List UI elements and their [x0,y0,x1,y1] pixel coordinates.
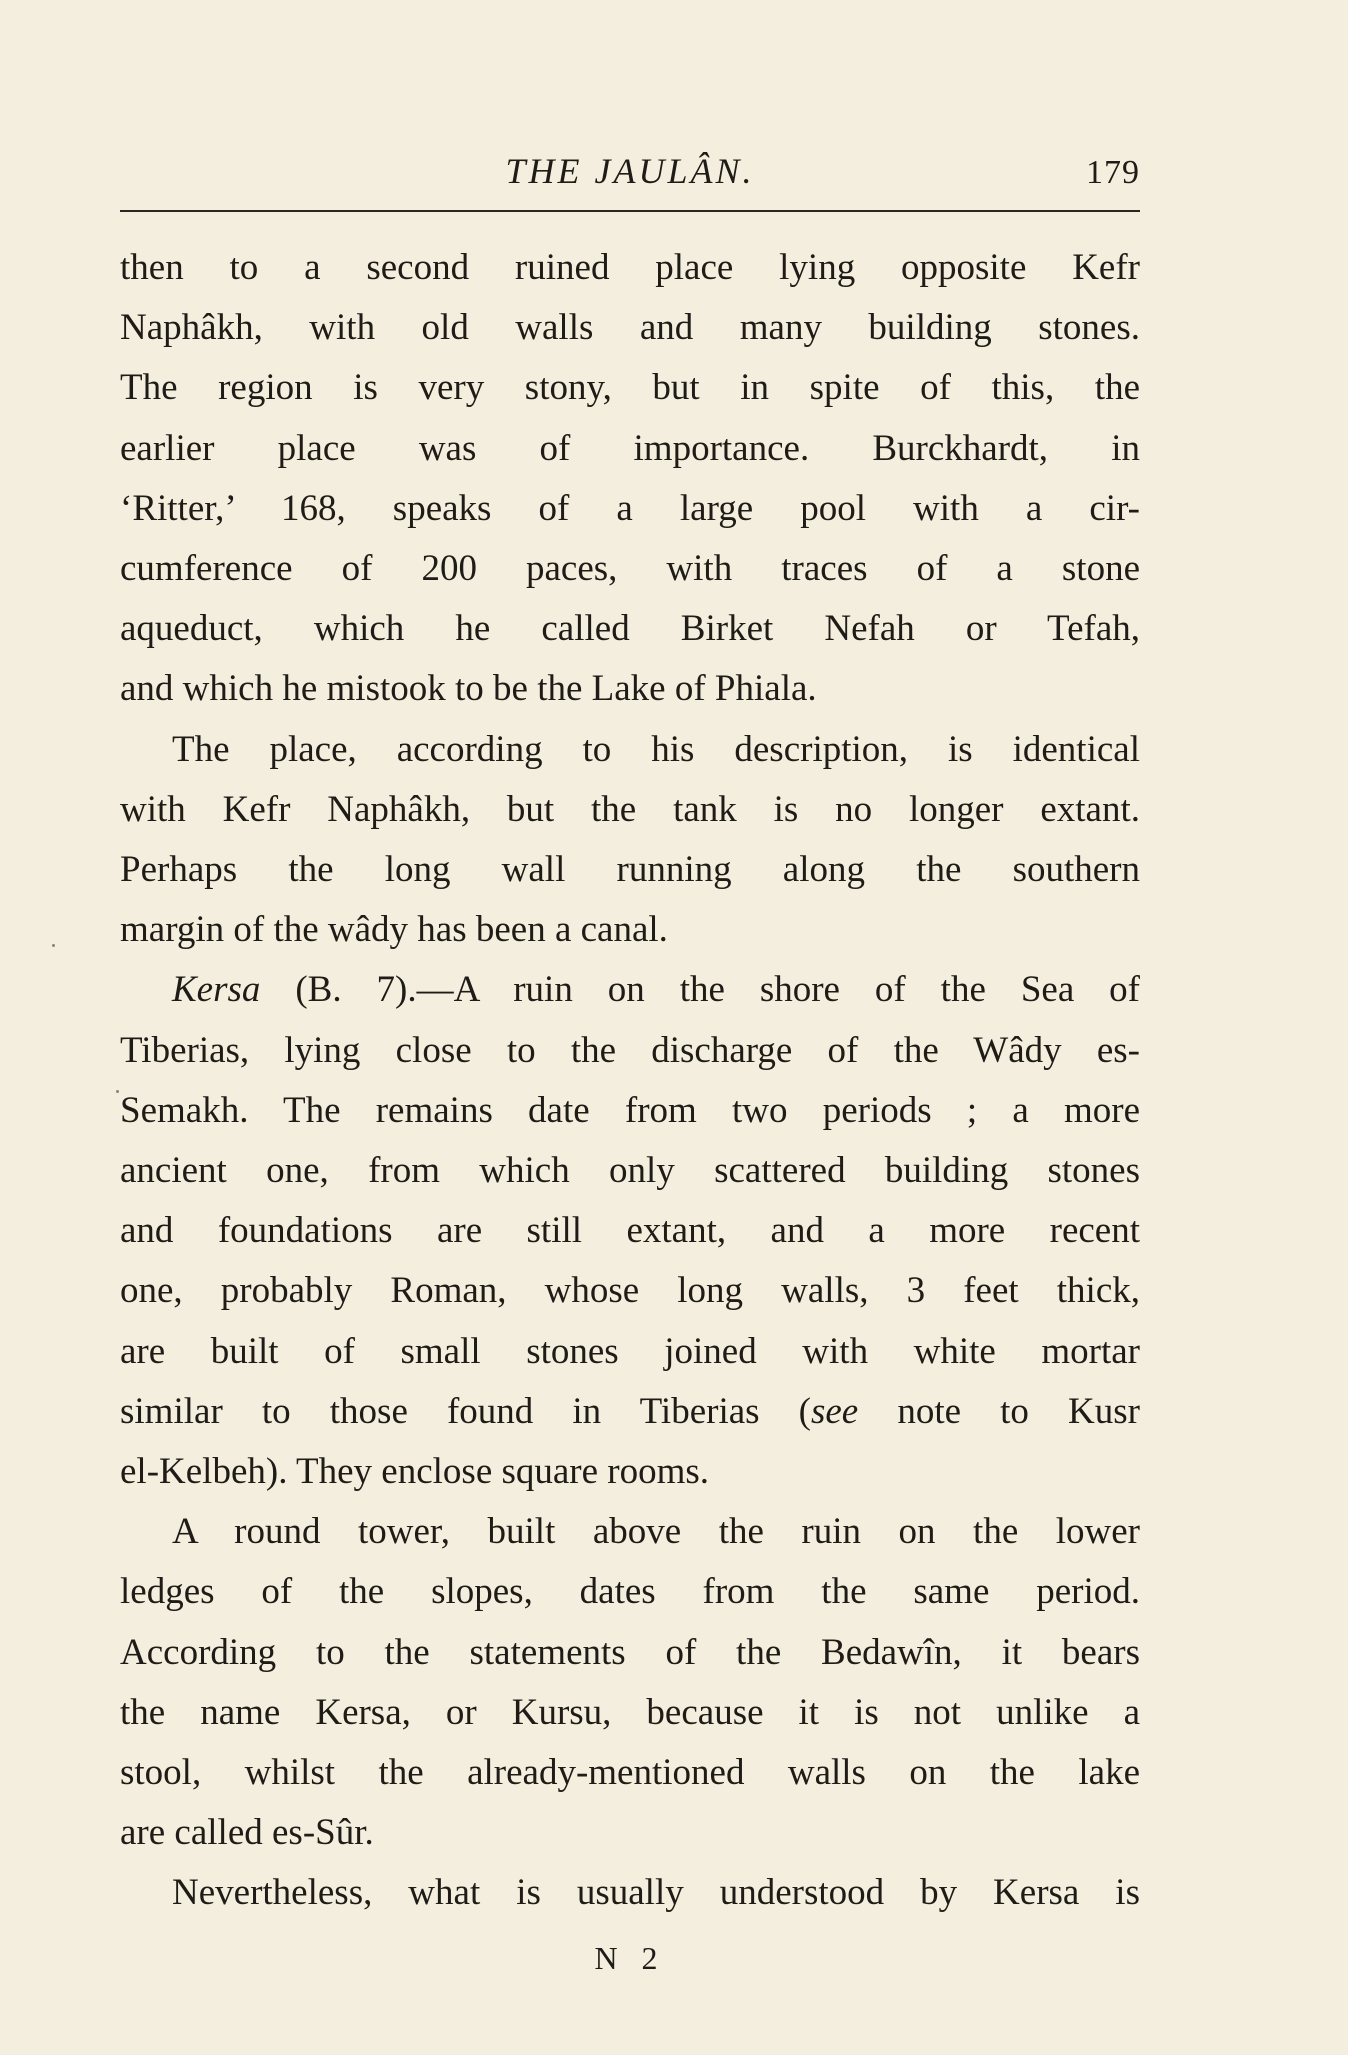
text-fragment: similar to those found in Tiberias ( [120,1390,811,1432]
text-line: Nevertheless, what is usually understood by Kersa is [172,1872,1140,1914]
text-line [120,960,1140,1020]
text-line: According to the statements of the Bedawîn, it bears [120,1631,1140,1673]
text-line: el-Kelbeh). They enclose square rooms. [120,1451,710,1493]
text-line: Naphâkh, with old walls and many building stones. [120,307,1140,349]
signature-mark: N 2 [594,1940,666,1976]
paper-speck [52,944,55,947]
entry-text: (B. 7).—A ruin on the shore of the Sea of [295,969,1140,1011]
text-line: The place, according to his description, is identical [172,728,1140,770]
running-head [120,140,1140,210]
text-line: then to a second ruined place lying opposite Kefr [120,247,1140,288]
paragraph-5 [120,1863,1140,1923]
body-text [120,238,1140,1924]
text-line: are called es-Sûr. [120,1812,374,1854]
text-fragment: note to Kusr [858,1390,1140,1432]
text-line: ancient one, from which only scattered building stones [120,1150,1140,1192]
text-line: one, probably Roman, whose long walls, 3 feet thick, [120,1270,1140,1312]
entry-term-kersa: Kersa [172,969,261,1011]
text-line: earlier place was of importance. Burckhardt, in [120,427,1140,469]
text-line: stool, whilst the already-mentioned walls on the lake [120,1752,1140,1794]
text-line: ‘Ritter,’ 168, speaks of a large pool with a cir- [120,487,1140,529]
paragraph-4 [120,1502,1140,1863]
running-title: THE JAULÂN. [505,151,755,191]
paragraph-1 [120,238,1140,720]
text-line: Perhaps the long wall running along the southern [120,849,1140,891]
text-line: and foundations are still extant, and a more recent [120,1210,1140,1252]
italic-see: see [810,1390,859,1432]
paragraph-2 [120,720,1140,961]
page-number: 179 [1086,154,1140,191]
text-line: with Kefr Naphâkh, but the tank is no longer extant. [120,788,1140,830]
text-line: Tiberias, lying close to the discharge of the Wâdy es- [120,1029,1140,1071]
text-line: aqueduct, which he called Birket Nefah or Tefah, [120,608,1140,650]
paper-speck [116,1090,119,1093]
text-line: ledges of the slopes, dates from the same period. [120,1571,1140,1613]
text-line: cumference of 200 paces, with traces of a stone [120,548,1140,590]
book-page [120,140,1140,1976]
header-rule [120,210,1140,212]
text-line: and which he mistook to be the Lake of Phiala. [120,668,817,710]
text-line: margin of the wâdy has been a canal. [120,909,668,951]
paragraph-3 [120,960,1140,1502]
text-line: are built of small stones joined with white mortar [120,1330,1140,1372]
text-line: The region is very stony, but in spite of this, the [120,367,1140,409]
text-line [120,1382,1140,1442]
text-line: Semakh. The remains date from two periods ; a more [120,1089,1140,1131]
text-line: A round tower, built above the ruin on the lower [172,1511,1140,1553]
text-line: the name Kersa, or Kursu, because it is not unlike a [120,1691,1140,1733]
